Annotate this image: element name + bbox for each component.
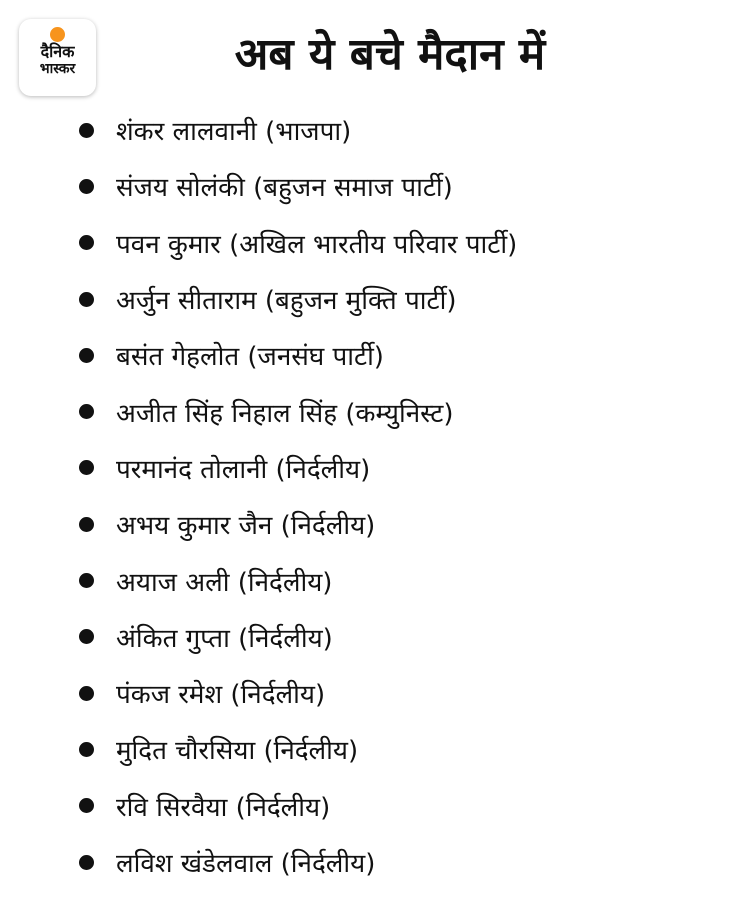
candidate-name: बसंत गेहलोत (जनसंघ पार्टी) [116, 342, 384, 373]
bullet-icon [79, 460, 94, 475]
candidate-name: परमानंद तोलानी (निर्दलीय) [116, 454, 371, 485]
bullet-icon [79, 292, 94, 307]
page-title: अब ये बचे मैदान में [234, 29, 546, 80]
sun-icon [50, 27, 65, 42]
list-item [0, 665, 730, 721]
bullet-icon [79, 798, 94, 813]
candidate-name: अयाज अली (निर्दलीय) [116, 567, 333, 598]
bullet-icon [79, 123, 94, 138]
candidate-name: पवन कुमार (अखिल भारतीय परिवार पार्टी) [116, 229, 518, 260]
candidate-name: अजीत सिंह निहाल सिंह (कम्युनिस्ट) [116, 398, 454, 429]
list-item [0, 158, 730, 214]
candidate-name: अर्जुन सीताराम (बहुजन मुक्ति पार्टी) [116, 286, 457, 317]
candidate-name: अंकित गुप्ता (निर्दलीय) [116, 623, 333, 654]
bullet-icon [79, 179, 94, 194]
list-item [0, 440, 730, 496]
list-item [0, 496, 730, 552]
logo-text-line2: भास्कर [39, 61, 76, 77]
bullet-icon [79, 235, 94, 250]
list-item [0, 834, 730, 890]
list-item [0, 215, 730, 271]
list-item [0, 383, 730, 439]
bullet-icon [79, 517, 94, 532]
bullet-icon [79, 348, 94, 363]
bullet-icon [79, 404, 94, 419]
candidate-list [0, 102, 730, 890]
bullet-icon [79, 742, 94, 757]
list-item [0, 327, 730, 383]
bullet-icon [79, 629, 94, 644]
candidate-name: लविश खंडेलवाल (निर्दलीय) [116, 849, 376, 879]
logo-text-line1: दैनिक [40, 42, 75, 61]
candidate-name: पंकज रमेश (निर्दलीय) [116, 680, 326, 711]
list-item [0, 102, 730, 158]
candidate-name: शंकर लालवानी (भाजपा) [116, 117, 352, 148]
bullet-icon [79, 573, 94, 588]
list-item [0, 271, 730, 327]
list-item [0, 609, 730, 665]
list-item [0, 778, 730, 834]
list-item [0, 552, 730, 608]
candidate-name: मुदित चौरसिया (निर्दलीय) [116, 736, 359, 767]
list-item [0, 721, 730, 777]
bullet-icon [79, 855, 94, 870]
candidate-name: संजय सोलंकी (बहुजन समाज पार्टी) [116, 173, 453, 204]
candidate-name: अभय कुमार जैन (निर्दलीय) [116, 511, 376, 542]
candidate-name: रवि सिरवैया (निर्दलीय) [116, 792, 331, 823]
brand-logo [19, 19, 96, 96]
bullet-icon [79, 686, 94, 701]
